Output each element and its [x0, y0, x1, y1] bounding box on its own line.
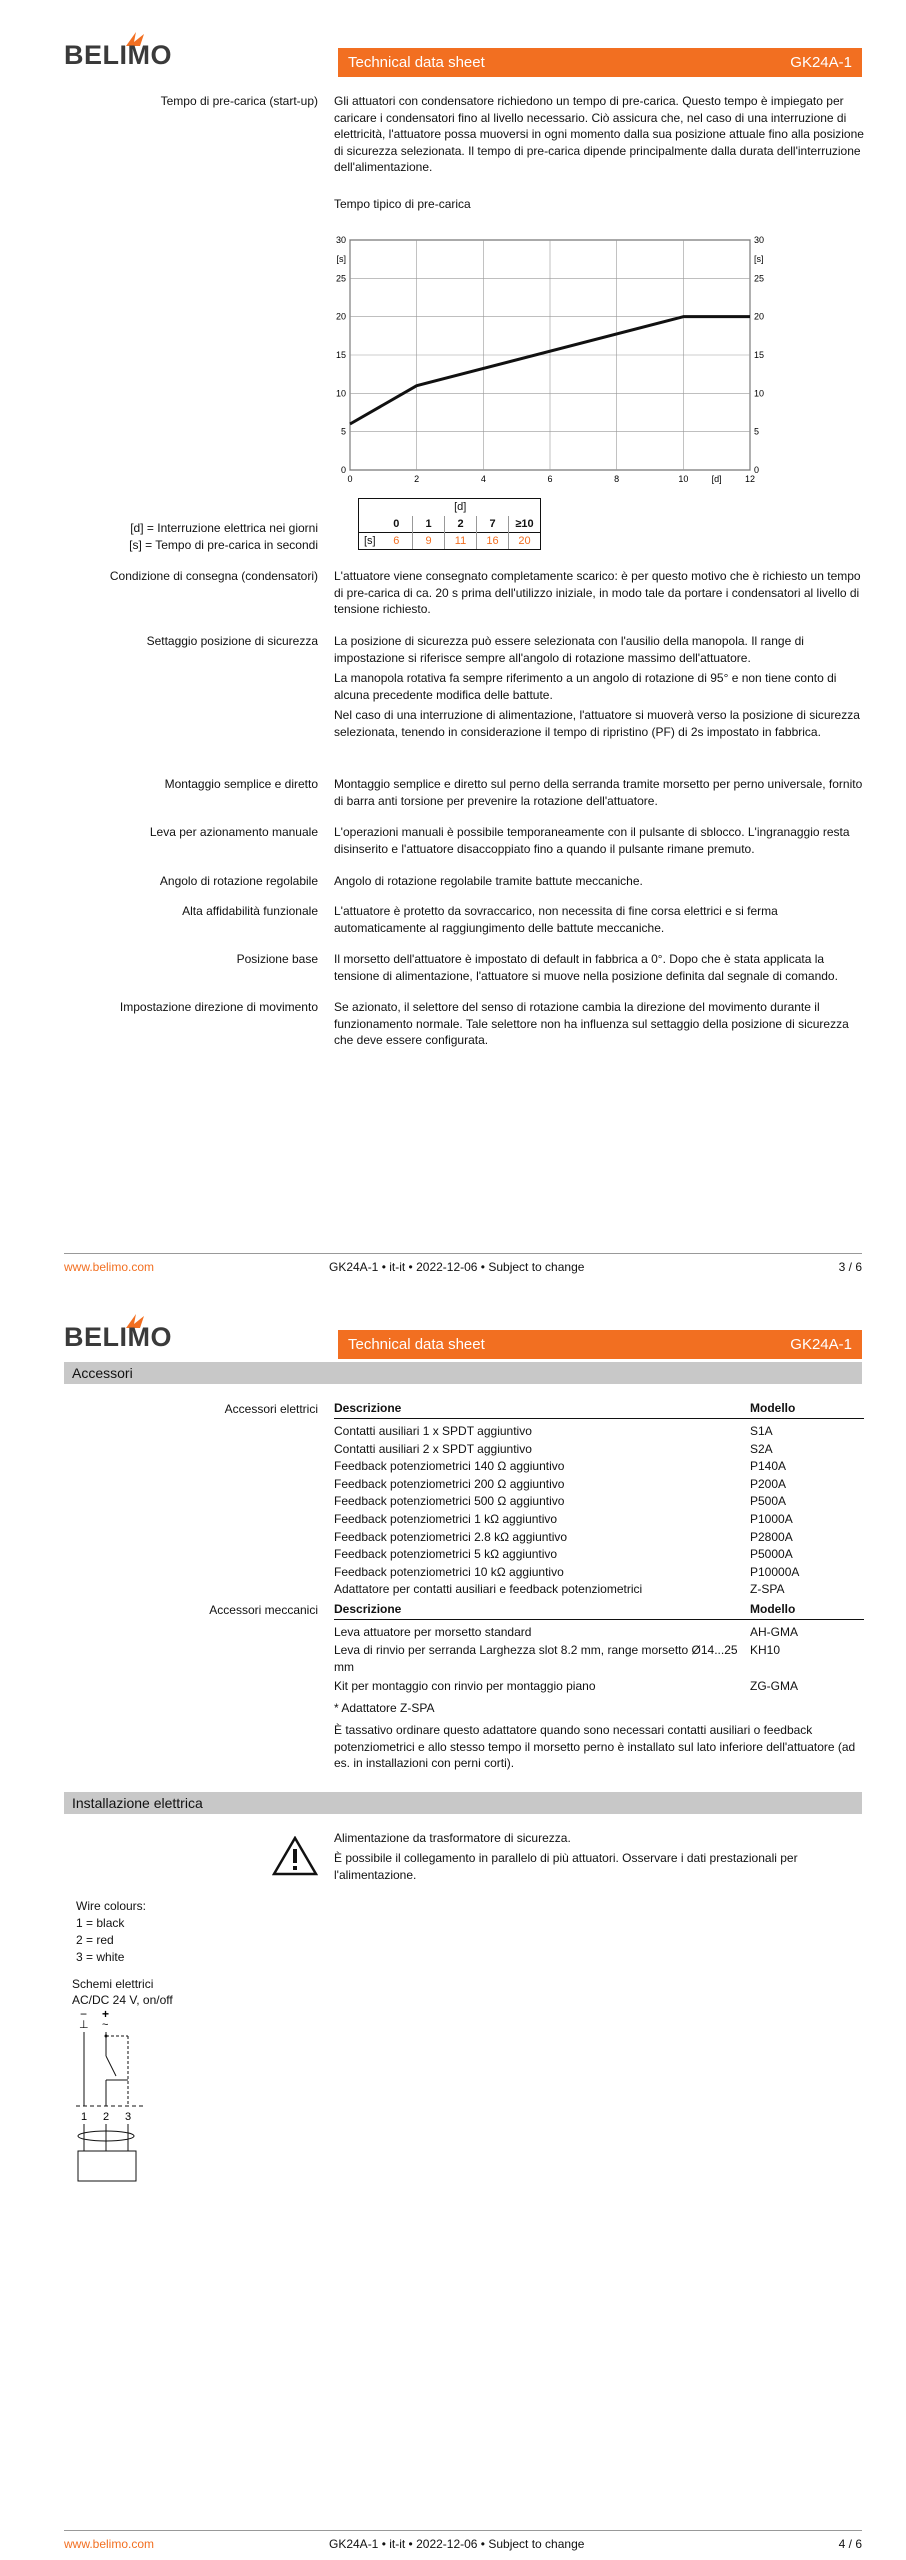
warning-icon — [272, 1836, 318, 1876]
precharge-chart — [330, 230, 770, 490]
minus-symbol: − — [80, 2007, 88, 2021]
row-label: Condizione di consegna (condensatori) — [109, 569, 318, 583]
row-desc: Feedback potenziometrici 1 kΩ aggiuntivo — [334, 1512, 558, 1526]
table-day: 0 — [393, 517, 400, 530]
y-tick-label-left: 30 — [335, 235, 346, 245]
y-tick-label-right: 20 — [754, 311, 765, 322]
row-desc: Kit per montaggio con rinvio per montaggio piano — [334, 1679, 596, 1693]
y-axis-label-left: [s] — [336, 254, 346, 265]
table-second: 9 — [413, 533, 445, 550]
footer-rule — [64, 2530, 862, 2531]
logo-text: BELIMO — [64, 40, 172, 70]
logo-text: BELIMO — [64, 1322, 172, 1352]
table-day: 1 — [413, 516, 445, 533]
tilde-symbol: ~ — [102, 2019, 109, 2031]
row-desc: Leva di rinvio per serranda Larghezza slot 8.2 mm, range morsetto Ø14...25 mm — [334, 1643, 738, 1674]
schematics-title: Schemi elettrici AC/DC 24 V, on/off — [72, 1977, 173, 2007]
warning-text — [334, 1830, 864, 1887]
footer-rule — [64, 1253, 862, 1254]
y-tick-label-right: 5 — [754, 426, 760, 437]
y-tick-label-right: 10 — [754, 388, 765, 399]
footer-page: 3 / 6 — [838, 1260, 862, 1274]
x-tick-label: 0 — [347, 474, 353, 484]
col-desc: Descrizione — [334, 1401, 402, 1415]
row-text: Montaggio semplice e diretto sul perno della serranda tramite morsetto per perno universale, fornito di barra anti torsione per prevenire la rotazione dell'attuatore. — [334, 777, 863, 808]
precharge-chart-svg — [330, 230, 770, 490]
row-label: Alta affidabilità funzionale — [182, 904, 318, 918]
row-model: P200A — [750, 1476, 787, 1491]
row-model: P10000A — [750, 1564, 800, 1579]
y-tick-label-left: 20 — [335, 311, 346, 322]
table-d-header: [d] — [381, 499, 541, 516]
row-label: Posizione base — [236, 952, 318, 966]
y-tick-label-right: 25 — [754, 273, 765, 284]
row-desc: Feedback potenziometrici 2.8 kΩ aggiuntivo — [334, 1529, 568, 1544]
row-label: Angolo di rotazione regolabile — [159, 874, 318, 888]
row-desc: Adattatore per contatti ausiliari e feedback potenziometrici — [334, 1582, 643, 1597]
x-tick-label: 4 — [480, 474, 486, 484]
row-model: AH-GMA — [750, 1625, 798, 1639]
y-tick-label-left: 15 — [335, 350, 346, 360]
x-tick-label: 2 — [414, 474, 420, 484]
row-desc: Feedback potenziometrici 200 Ω aggiuntivo — [334, 1476, 565, 1491]
y-tick-label-right: 15 — [754, 350, 765, 360]
row-desc: Contatti ausiliari 1 x SPDT aggiuntivo — [334, 1424, 532, 1438]
row-model: KH10 — [750, 1643, 781, 1657]
y-tick-label-left: 5 — [340, 426, 346, 437]
row-model: P2800A — [750, 1529, 793, 1544]
schematics-subtitle: AC/DC 24 V, on/off — [72, 1993, 173, 2007]
page-4: BELIMO Technical data sheet GK24A-1 Accessori Accessori elettrici Descrizione Modello Contatti ausiliari 1 x SPDT aggiuntivo S1A Contatti ausiliari 2 x SPDT aggiuntivo S2A Feedback potenziometrici 140 Ω aggiuntivo P140A Feedback potenziometrici 200 Ω aggiuntivo P200A Feedback potenziometrici 500 Ω aggiuntivo P500A Feedback potenziometrici 1 kΩ aggiuntivo P1000A Feedback potenziometrici 2.8 kΩ aggiuntivo P2800A Feedback potenziometrici 5 kΩ aggiuntivo P5000A Feedback potenziometrici 10 kΩ aggiuntivo P10000A Adattatore per contatti ausiliari e feedback potenziometrici Z-SPA Accessori meccanici Descrizione Modello Leva attuatore per morsetto standard AH-GMA Leva di rinvio per serranda Larghezza slot 8.2 mm, range morsetto Ø14...25 mm KH10 Kit per montaggio con rinvio per montaggio piano ZG-GMA * Adattatore Z-SPA È tassativo ordinare questo adattatore quando sono necessari contatti ausiliari o feedback potenziometrici e allo stesso tempo il morsetto perno è installato sul lato inferiore dell'attuatore (ad es. in installazioni con perni corti). Installazione elettrica Alimentazione da trasformatore di sicurezza. È possibile il collegamento in parallelo di più attuatori. Osservare i dati prestazionali per l'alimentazione. Wire colours: 1 = black 2 = red 3 = white Schemi elettrici AC/DC 24 V, on/off − ⊥ + ~ 1 2 3 www.belimo.com GK24A-1 • it-it • 2022-12-06 • Subject to change 4 / 6 — [0, 1290, 906, 2560]
row-desc: Feedback potenziometrici 5 kΩ aggiuntivo — [334, 1547, 558, 1562]
row-text: L'attuatore viene consegnato completamente scarico: è per questo motivo che è richiesto un tempo di pre-carica di ca. 20 s prima dell'utilizzo iniziale, in modo tale da portare i condensatori al livello di tensione richiesto. — [334, 569, 861, 616]
warning-line: Alimentazione da trasformatore di sicurezza. — [334, 1831, 571, 1845]
table-day: ≥10 — [509, 516, 541, 533]
x-axis-label: [d] — [711, 474, 722, 484]
row-model: P1000A — [750, 1512, 793, 1526]
row-model: P5000A — [750, 1547, 793, 1562]
wire-colour-item: 2 = red — [76, 1933, 114, 1947]
wire-colours — [76, 1898, 146, 1966]
table-second: 11 — [445, 533, 477, 550]
table-second: 16 — [477, 533, 509, 550]
row-text: Nel caso di una interruzione di alimentazione, l'attuatore si muoverà verso la posizione di sicurezza selezionata, tenendo in considerazione il tempo di ripristino (PF) di 2s impostato in fabbrica. — [334, 708, 860, 739]
precharge-text: Gli attuatori con condensatore richiedono un tempo di pre-carica. Questo tempo è impiegato per caricare i condensatori fino al livello necessario. Ciò assicura che, nel caso di una interruzione di elettricità, l'attuatore possa muoversi in ogni momento dalla sua posizione attuale fino alla posizione di sicurezza selezionata. Il tempo di pre-carica dipende principalmente dalla durata dell'interruzione dell'alimentazione. — [334, 94, 864, 174]
x-tick-label: 10 — [678, 474, 689, 484]
header-bar — [338, 1330, 862, 1359]
row-model: S2A — [750, 1441, 773, 1456]
y-tick-label-left: 10 — [335, 388, 346, 399]
row-model: P500A — [750, 1494, 787, 1509]
y-tick-label-left: 25 — [335, 273, 346, 284]
table-day: 2 — [445, 516, 477, 533]
wire-colour-item: 3 = white — [76, 1950, 125, 1964]
wire-colour-item: 1 = black — [76, 1916, 125, 1930]
product-code: GK24A-1 — [790, 1336, 852, 1353]
doc-title: Technical data sheet — [348, 54, 485, 71]
section-installazione: Installazione elettrica — [64, 1792, 862, 1814]
product-code: GK24A-1 — [790, 54, 852, 71]
footer-center: GK24A-1 • it-it • 2022-12-06 • Subject to change — [329, 1260, 585, 1274]
terminal-label: 3 — [125, 2111, 132, 2123]
chart-caption: Tempo tipico di pre-carica — [334, 197, 471, 211]
x-tick-label: 6 — [547, 474, 553, 484]
row-text: L'operazioni manuali è possibile temporaneamente con il pulsante di sblocco. L'ingranaggio resta disinserito e l'attuatore disaccoppiato fino a quando il pulsante rimane premuto. — [334, 825, 850, 856]
row-model: S1A — [750, 1424, 773, 1438]
y-tick-label-right: 0 — [754, 465, 760, 475]
row-model: Z-SPA — [750, 1582, 785, 1597]
row-desc: Feedback potenziometrici 500 Ω aggiuntivo — [334, 1494, 565, 1509]
x-tick-label: 12 — [744, 474, 756, 484]
table-day: 7 — [477, 516, 509, 533]
x-tick-label: 8 — [614, 474, 620, 484]
mechanical-accessories-label: Accessori meccanici — [209, 1603, 318, 1617]
wire-colours-title: Wire colours: — [76, 1899, 147, 1913]
row-text: L'attuatore è protetto da sovraccarico, non necessita di fine corsa elettrici e si ferma automaticamente al raggiungimento delle battute meccaniche. — [334, 904, 778, 935]
col-model: Modello — [750, 1602, 796, 1616]
mechanical-table-header — [334, 1602, 864, 1620]
electric-accessories-label: Accessori elettrici — [224, 1402, 318, 1416]
precharge-label: Tempo di pre-carica (start-up) — [160, 94, 318, 108]
row-text: Il morsetto dell'attuatore è impostato di default in fabbrica a 0°. Dopo che è stata applicata la tensione di alimentazione, l'attuatore si muove nella posizione definita dal segnale di comando. — [334, 952, 838, 983]
col-model: Modello — [750, 1401, 796, 1415]
row-text: Se azionato, il selettore del senso di rotazione cambia la direzione del movimento durante il funzionamento normale. Tale selettore non ha influenza sul settaggio della posizione di sicurezza che deve essere configurata. — [334, 1000, 849, 1047]
legend-d: [d] = Interruzione elettrica nei giorni — [130, 521, 318, 535]
row-desc: Feedback potenziometrici 10 kΩ aggiuntivo — [334, 1564, 564, 1579]
terminal-label: 2 — [103, 2111, 110, 2123]
table-second: 6 — [381, 533, 413, 550]
row-model: ZG-GMA — [750, 1679, 798, 1693]
legend-s: [s] = Tempo di pre-carica in secondi — [129, 538, 318, 552]
y-axis-label-right: [s] — [754, 254, 764, 265]
warning-line: È possibile il collegamento in parallelo di più attuatori. Osservare i dati prestazionali per l'alimentazione. — [334, 1851, 798, 1882]
row-text: Angolo di rotazione regolabile tramite battute meccaniche. — [334, 874, 643, 888]
terminal-label: 1 — [81, 2111, 88, 2123]
footer-url[interactable]: www.belimo.com — [64, 2537, 155, 2551]
table-second: 20 — [509, 533, 541, 550]
row-label: Leva per azionamento manuale — [149, 825, 318, 839]
electric-table-header — [334, 1401, 864, 1419]
y-tick-label-right: 30 — [754, 235, 765, 245]
footer-url[interactable]: www.belimo.com — [64, 1260, 155, 1274]
row-model: P140A — [750, 1459, 787, 1474]
row-label: Montaggio semplice e diretto — [164, 777, 318, 791]
precharge-table — [350, 498, 541, 550]
row-desc: Contatti ausiliari 2 x SPDT aggiuntivo — [334, 1441, 532, 1456]
footer-center: GK24A-1 • it-it • 2022-12-06 • Subject to change — [329, 2537, 585, 2551]
col-desc: Descrizione — [334, 1602, 402, 1616]
footer-page: 4 / 6 — [838, 2537, 862, 2551]
row-desc: Leva attuatore per morsetto standard — [334, 1625, 532, 1639]
row-desc: Feedback potenziometrici 140 Ω aggiuntivo — [334, 1459, 565, 1474]
doc-title: Technical data sheet — [348, 1336, 485, 1353]
y-tick-label-left: 0 — [340, 465, 346, 475]
ground-symbol: ⊥ — [79, 2019, 89, 2031]
row-text: La posizione di sicurezza può essere selezionata con l'ausilio della manopola. Il range di impostazione si riferisce sempre all'angolo di rotazione massimo dell'attuatore. — [334, 634, 804, 665]
row-text: La manopola rotativa fa sempre riferimento a un angolo di rotazione di 95° e non tiene conto di alcuna precedente modifica delle battute. — [334, 671, 837, 702]
row-label: Impostazione direzione di movimento — [119, 1000, 318, 1014]
plus-symbol: + — [102, 2007, 110, 2021]
section-accessori: Accessori — [64, 1362, 862, 1384]
wiring-diagram — [72, 2006, 152, 2186]
row-label: Settaggio posizione di sicurezza — [146, 634, 318, 648]
note-text: È tassativo ordinare questo adattatore quando sono necessari contatti ausiliari o feedback potenziometrici e allo stesso tempo il morsetto perno è installato sul lato inferiore dell'attuatore (ad es. in installazioni con perni corti). — [334, 1723, 856, 1770]
table-s-header: [s] — [359, 533, 381, 550]
header-bar — [338, 48, 862, 77]
